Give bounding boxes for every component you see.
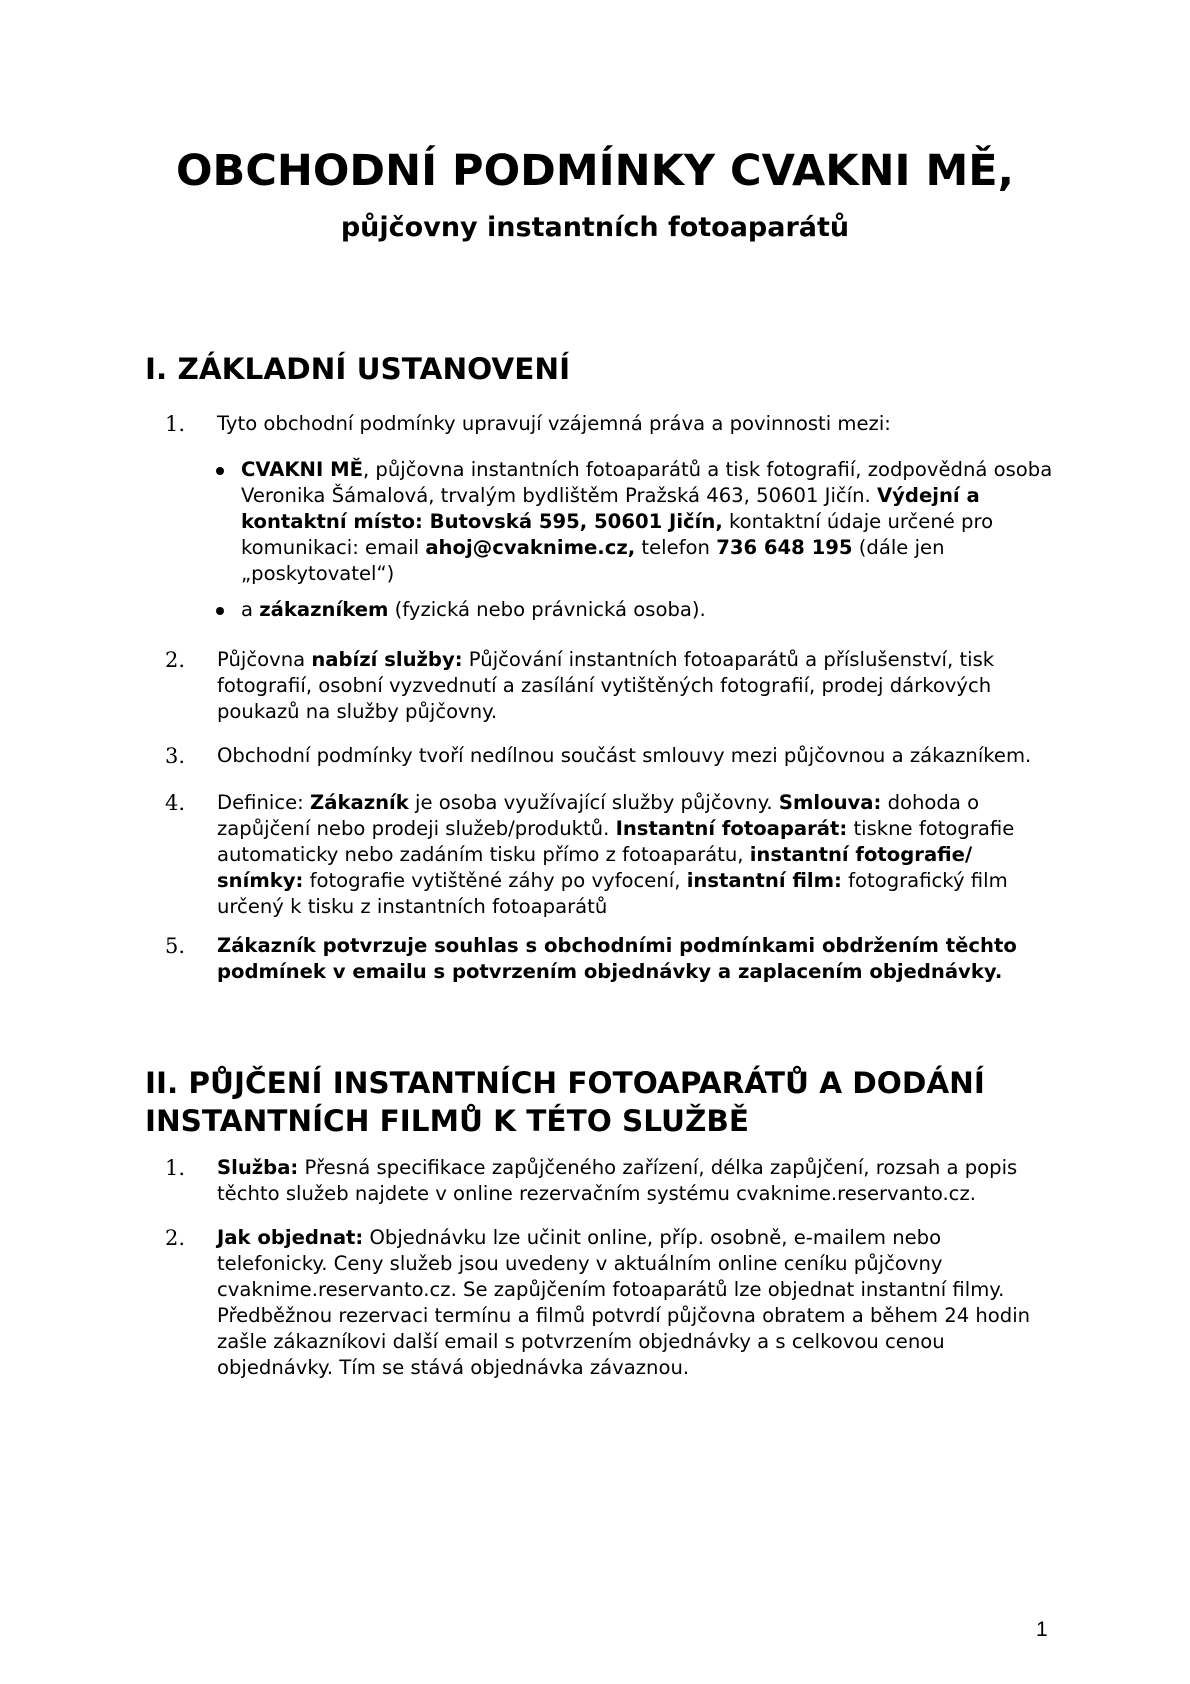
services-term: nabízí služby: (311, 648, 463, 671)
contact-email: ahoj@cvaknime.cz, (425, 536, 636, 559)
document-title: OBCHODNÍ PODMÍNKY CVAKNI MĚ, (175, 146, 1015, 196)
contact-phone: 736 648 195 (716, 536, 853, 559)
page-number: 1 (1036, 1618, 1048, 1641)
item-number: 3. (165, 744, 186, 768)
provider-name: CVAKNI MĚ (241, 458, 363, 481)
bullet-icon (216, 607, 224, 615)
pickup-place: Výdejní a kontaktní místo: Butovská 595, 50601 Jičín, (241, 484, 980, 533)
customer-bullet (241, 597, 1071, 623)
section-2-item-2 (217, 1225, 1037, 1381)
customer-term: zákazníkem (259, 598, 389, 621)
section-1-item-3: Obchodní podmínky tvoří nedílnou součást smlouvy mezi půjčovnou a zákazníkem. (217, 744, 1032, 767)
definition-text: je osoba využívající služby půjčovny. (408, 791, 779, 814)
services-prefix: Půjčovna (217, 648, 312, 671)
contact-text: kontaktní údaje určené pro komunikaci: email (241, 510, 994, 559)
customer-prefix: a (241, 598, 260, 621)
bullet-icon (216, 467, 224, 475)
document-subtitle: půjčovny instantních fotoaparátů (340, 212, 850, 243)
section-1-item-2 (217, 647, 1017, 725)
term-service: Služba: (217, 1156, 299, 1179)
definition-text: dohoda o zapůjčení nebo prodeji služeb/produktů. (217, 791, 980, 840)
order-text: Objednávku lze učinit online, příp. osobně, e-mailem nebo telefonicky. Ceny služeb jsou uvedeny v aktuálním online ceníku půjčovny cvaknime.reservanto.cz. Se zapůjčením fotoaparátů lze objednat instantní filmy. Předběžnou rezervaci termínu a filmů potvrdí půjčovna obratem a během 24 hodin zašle zákazníkovi další email s potvrzením objednávky a s celkovou cenou objednávky. Tím se stává objednávka závaznou. (217, 1226, 1031, 1379)
item-number: 4. (165, 791, 186, 815)
customer-text: (fyzická nebo právnická osoba). (388, 598, 706, 621)
service-text: Přesná specifikace zapůjčeného zařízení, délka zapůjčení, rozsah a popis těchto služeb najdete v online rezervačním systému cvaknime.reservanto.cz. (217, 1156, 1018, 1205)
provider-alias: (dále jen „poskytovatel“) (241, 536, 945, 585)
item-number: 1. (165, 412, 186, 436)
section-2-heading (145, 1064, 1085, 1140)
item-number: 2. (165, 1226, 186, 1250)
term-contract: Smlouva: (778, 791, 882, 814)
section-2-item-1 (217, 1155, 1047, 1207)
definition-text: fotografie vytištěné záhy po vyfocení, (303, 869, 687, 892)
term-instant-film: instantní film: (686, 869, 842, 892)
item-number: 2. (165, 648, 186, 672)
section-1-heading: I. ZÁKLADNÍ USTANOVENÍ (145, 352, 571, 386)
section-2-heading-line-1: II. PŮJČENÍ INSTANTNÍCH FOTOAPARÁTŮ A DODÁNÍ (145, 1066, 985, 1100)
definition-prefix: Definice: (217, 791, 311, 814)
item-number: 5. (165, 934, 186, 958)
definition-text: tiskne fotografie automaticky nebo zadáním tisku přímo z fotoaparátu, (217, 817, 1015, 866)
services-text: Půjčování instantních fotoaparátů a příslušenství, tisk fotografií, osobní vyzvednutí a zasílání vytištěných fotografií, prodej dárkových poukazů na služby půjčovny. (217, 648, 995, 723)
section-1-item-4 (217, 790, 1017, 920)
section-1-item-5: Zákazník potvrzuje souhlas s obchodními podmínkami obdržením těchto podmínek v emailu s potvrzením objednávky a zaplacením objednávky. (217, 934, 1017, 983)
term-instant-photo: instantní fotografie/ snímky: (217, 843, 973, 892)
definition-text: fotografický film určený k tisku z instantních fotoaparátů (217, 869, 1008, 918)
section-2-heading-line-2: INSTANTNÍCH FILMŮ K TÉTO SLUŽBĚ (145, 1104, 750, 1138)
term-instant-camera: Instantní fotoaparát: (615, 817, 848, 840)
term-how-to-order: Jak objednat: (217, 1226, 364, 1249)
item-number: 1. (165, 1156, 186, 1180)
provider-text: , půjčovna instantních fotoaparátů a tisk fotografií, zodpovědná osoba Veronika Šámalová, trvalým bydlištěm Pražská 463, 50601 Jičín. (241, 458, 1053, 507)
term-customer: Zákazník (310, 791, 409, 814)
section-1-item-1: Tyto obchodní podmínky upravují vzájemná práva a povinnosti mezi: (217, 412, 891, 435)
phone-label: telefon (635, 536, 717, 559)
provider-bullet (241, 457, 1071, 587)
